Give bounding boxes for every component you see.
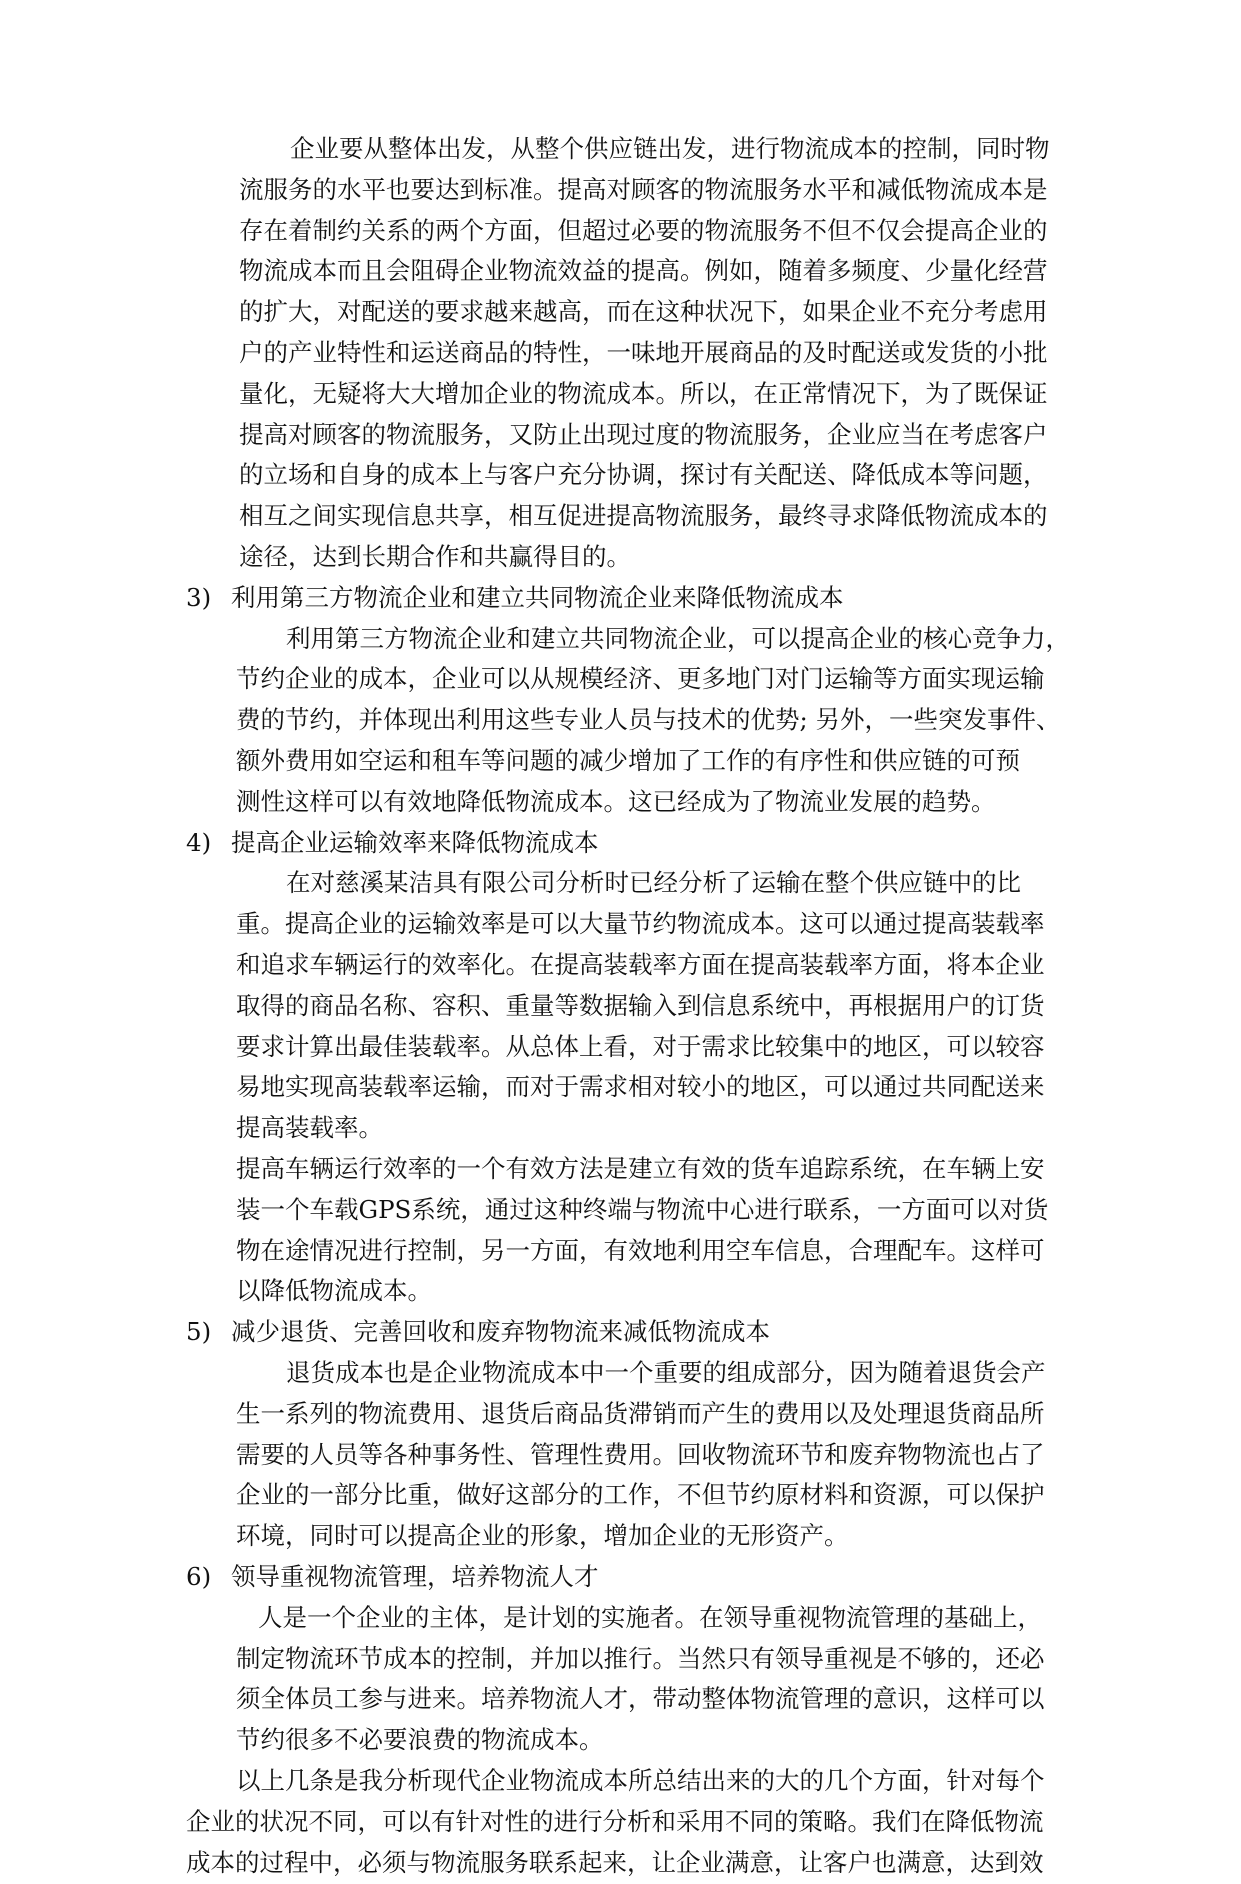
paragraph-line: 需要的人员等各种事务性、管理性费用。回收物流环节和废弃物物流也占了: [236, 1439, 1045, 1469]
section-heading-3: [0, 577, 1241, 619]
heading-text: 利用第三方物流企业和建立共同物流企业来降低物流成本: [231, 582, 844, 612]
paragraph-line: 生一系列的物流费用、退货后商品货滞销而产生的费用以及处理退货商品所: [236, 1398, 1045, 1428]
heading-number: 4): [186, 827, 212, 857]
paragraph-line: 的立场和自身的成本上与客户充分协调，探讨有关配送、降低成本等问题，: [239, 460, 1048, 490]
paragraph-line: 存在着制约关系的两个方面，但超过必要的物流服务不但不仅会提高企业的: [239, 215, 1048, 245]
paragraph-line: 物在途情况进行控制，另一方面，有效地利用空车信息，合理配车。这样可: [236, 1235, 1045, 1265]
paragraph-line: 途径，达到长期合作和共赢得目的。: [239, 542, 631, 571]
paragraph-line: 物流成本而且会阻碍企业物流效益的提高。例如，随着多频度、少量化经营: [239, 256, 1048, 286]
paragraph-line: 和追求车辆运行的效率化。在提高装载率方面在提高装载率方面，将本企业: [236, 950, 1045, 979]
paragraph-line: 提高车辆运行效率的一个有效方法是建立有效的货车追踪系统，在车辆上安: [236, 1154, 1045, 1183]
paragraph-line: 制定物流环节成本的控制，并加以推行。当然只有领导重视是不够的，还必: [236, 1643, 1045, 1673]
heading-number: 6): [186, 1562, 212, 1591]
paragraph-line: 人是一个企业的主体，是计划的实施者。在领导重视物流管理的基础上，: [258, 1602, 1042, 1632]
paragraph-line: 装一个车载GPS系统，通过这种终端与物流中心进行联系，一方面可以对货: [236, 1194, 1049, 1224]
paragraph-line: 企业的一部分比重，做好这部分的工作，不但节约原材料和资源，可以保护: [236, 1480, 1045, 1510]
paragraph-line: 的扩大，对配送的要求越来越高，而在这种状况下，如果企业不充分考虑用: [239, 297, 1048, 327]
heading-number: 3): [186, 582, 212, 612]
paragraph-line: 须全体员工参与进来。培养物流人才，带动整体物流管理的意识，这样可以: [236, 1684, 1045, 1714]
heading-text: 提高企业运输效率来降低物流成本: [231, 827, 599, 857]
paragraph-line: 测性这样可以有效地降低物流成本。这已经成为了物流业发展的趋势。: [236, 786, 996, 816]
paragraph-line: 环境，同时可以提高企业的形象，增加企业的无形资产。: [236, 1521, 849, 1551]
paragraph-line: 节约企业的成本，企业可以从规模经济、更多地门对门运输等方面实现运输: [236, 664, 1045, 694]
paragraph-line: 利用第三方物流企业和建立共同物流企业，可以提高企业的核心竞争力，: [286, 623, 1070, 653]
heading-number: 5): [186, 1317, 212, 1347]
paragraph-line: 重。提高企业的运输效率是可以大量节约物流成本。这可以通过提高装载率: [236, 909, 1045, 939]
conclusion-line: 企业的状况不同，可以有针对性的进行分析和采用不同的策略。我们在降低物流: [186, 1806, 1044, 1836]
conclusion-line: 以上几条是我分析现代企业物流成本所总结出来的大的几个方面，针对每个: [236, 1766, 1045, 1795]
paragraph-line: 以降低物流成本。: [236, 1276, 432, 1306]
paragraph-line: 退货成本也是企业物流成本中一个重要的组成部分，因为随着退货会产: [286, 1358, 1046, 1387]
paragraph-line: 在对慈溪某洁具有限公司分析时已经分析了运输在整个供应链中的比: [286, 868, 1021, 898]
heading-text: 领导重视物流管理，培养物流人才: [231, 1562, 599, 1591]
paragraph-line: 提高对顾客的物流服务，又防止出现过度的物流服务，企业应当在考虑客户: [239, 419, 1048, 449]
paragraph-line: 量化，无疑将大大增加企业的物流成本。所以，在正常情况下，为了既保证: [239, 378, 1048, 408]
section-heading-4: [0, 822, 1241, 864]
paragraph-line: 户的产业特性和运送商品的特性，一味地开展商品的及时配送或发货的小批: [239, 338, 1048, 367]
paragraph-line: 相互之间实现信息共享，相互促进提高物流服务，最终寻求降低物流成本的: [239, 501, 1048, 531]
section-heading-5: [0, 1311, 1241, 1353]
section-heading-6: [0, 1556, 1241, 1598]
paragraph-line: 额外费用如空运和租车等问题的减少增加了工作的有序性和供应链的可预: [236, 746, 1020, 775]
conclusion-line: 成本的过程中，必须与物流服务联系起来，让企业满意，让客户也满意，达到效: [186, 1847, 1044, 1877]
paragraph-line: 流服务的水平也要达到标准。提高对顾客的物流服务水平和减低物流成本是: [239, 174, 1048, 204]
paragraph-line: 节约很多不必要浪费的物流成本。: [236, 1725, 604, 1755]
paragraph-line: 易地实现高装载率运输，而对于需求相对较小的地区，可以通过共同配送来: [236, 1072, 1045, 1102]
paragraph-line: 费的节约，并体现出利用这些专业人员与技术的优势; 另外，一些突发事件、: [236, 705, 1061, 735]
paragraph-line: 企业要从整体出发，从整个供应链出发，进行物流成本的控制，同时物: [290, 134, 1050, 163]
paragraph-line: 提高装载率。: [236, 1113, 383, 1143]
paragraph-line: 要求计算出最佳装载率。从总体上看，对于需求比较集中的地区，可以较容: [236, 1031, 1045, 1061]
heading-text: 减少退货、完善回收和废弃物物流来减低物流成本: [231, 1317, 770, 1347]
paragraph-line: 取得的商品名称、容积、重量等数据输入到信息系统中，再根据用户的订货: [236, 990, 1045, 1020]
